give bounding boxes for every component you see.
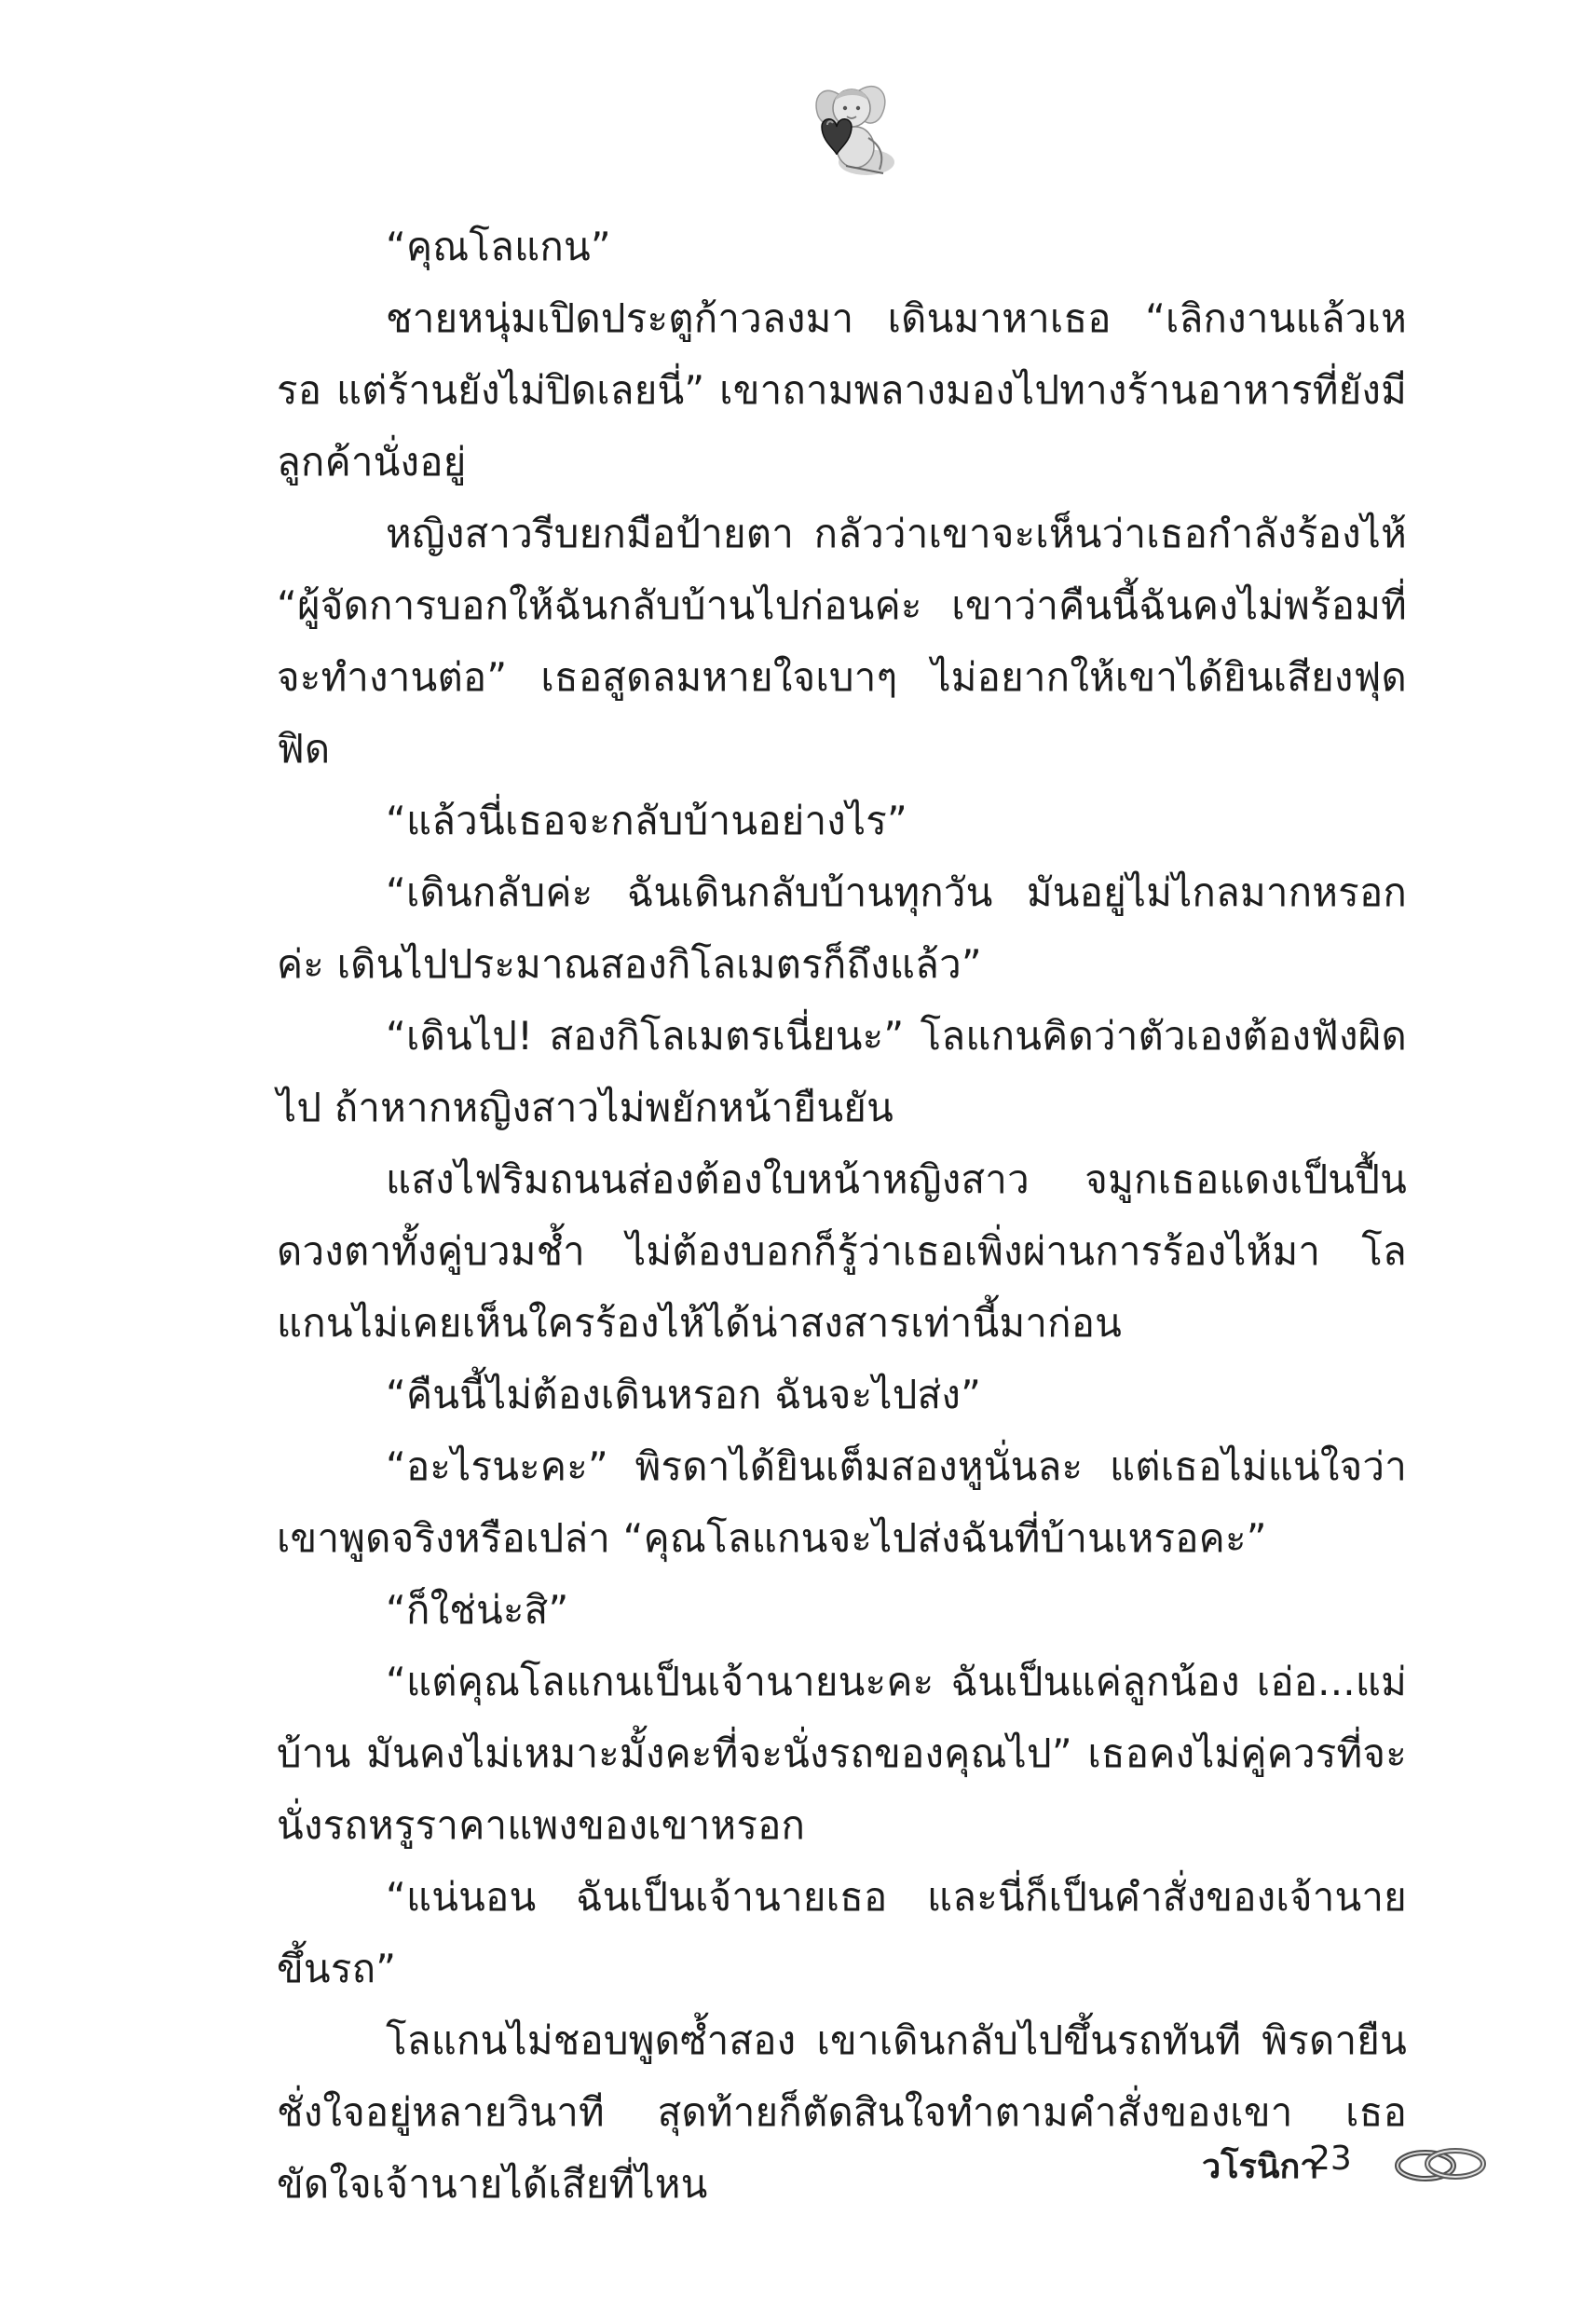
page-footer [0,2128,1596,2203]
paragraph: “คืนนี้ไม่ต้องเดินหรอก ฉันจะไปส่ง” [386,1372,982,1417]
paragraph: ชายหนุ่มเปิดประตูก้าวลงมา เดินมาหาเธอ “เลิกงานแล้วเหรอ แต่ร้านยังไม่ปิดเลยนี่” เขาถามพลางมองไปทางร้านอาหารที่ยังมีลูกค้านั่งอยู่ [277,295,1407,485]
page-number: 23 [1309,2140,1352,2178]
cupid-with-heart-icon [790,73,902,185]
paragraph: “เดินกลับค่ะ ฉันเดินกลับบ้านทุกวัน มันอยู่ไม่ไกลมากหรอกค่ะ เดินไปประมาณสองกิโลเมตรก็ถึงแล้ว” [277,869,1407,987]
paragraph: หญิงสาวรีบยกมือป้ายตา กลัวว่าเขาจะเห็นว่าเธอกำลังร้องไห้ “ผู้จัดการบอกให้ฉันกลับบ้านไปก่อนค่ะ เขาว่าคืนนี้ฉันคงไม่พร้อมที่จะทำงานต่อ” เธอสูดลมหายใจเบาๆ ไม่อยากให้เขาได้ยินเสียงฟุดฟิด [277,511,1407,772]
paragraph: “อะไรนะคะ” พิรดาได้ยินเต็มสองหูนั่นละ แต่เธอไม่แน่ใจว่าเขาพูดจริงหรือเปล่า “คุณโลแกนจะไปส่งฉันที่บ้านเหรอคะ” [277,1443,1407,1561]
story-text [277,211,1407,2220]
paragraph: “เดินไป! สองกิโลเมตรเนี่ยนะ” โลแกนคิดว่าตัวเองต้องฟังผิดไป ถ้าหากหญิงสาวไม่พยักหน้ายืนยัน [277,1013,1407,1130]
paragraph: แสงไฟริมถนนส่องต้องใบหน้าหญิงสาว จมูกเธอแดงเป็นปื้น ดวงตาทั้งคู่บวมช้ำ ไม่ต้องบอกก็รู้ว่าเธอเพิ่งผ่านการร้องไห้มา โลแกนไม่เคยเห็นใครร้องไห้ได้น่าสงสารเท่านี้มาก่อน [277,1156,1407,1346]
paragraph: “แน่นอน ฉันเป็นเจ้านายเธอ และนี่ก็เป็นคำสั่งของเจ้านาย ขึ้นรถ” [277,1874,1407,1991]
paragraph: โลแกนไม่ชอบพูดซ้ำสอง เขาเดินกลับไปขึ้นรถทันที พิรดายืนชั่งใจอยู่หลายวินาที สุดท้ายก็ตัดสินใจทำตามคำสั่งของเขา เธอขัดใจเจ้านายได้เสียที่ไหน [277,2017,1407,2207]
book-title: วโรนิกา [1202,2148,1319,2186]
paragraph: “แล้วนี่เธอจะกลับบ้านอย่างไร” [386,798,907,843]
paragraph: “แต่คุณโลแกนเป็นเจ้านายนะคะ ฉันเป็นแค่ลูกน้อง เอ่อ...แม่บ้าน มันคงไม่เหมาะมั้งคะที่จะนั่งรถของคุณไป” เธอคงไม่คู่ควรที่จะนั่งรถหรูราคาแพงของเขาหรอก [277,1659,1407,1848]
paragraph: “ก็ใช่น่ะสิ” [386,1587,569,1633]
wedding-rings-icon [1388,2136,1491,2192]
paragraph: “คุณโลแกน” [386,224,611,269]
